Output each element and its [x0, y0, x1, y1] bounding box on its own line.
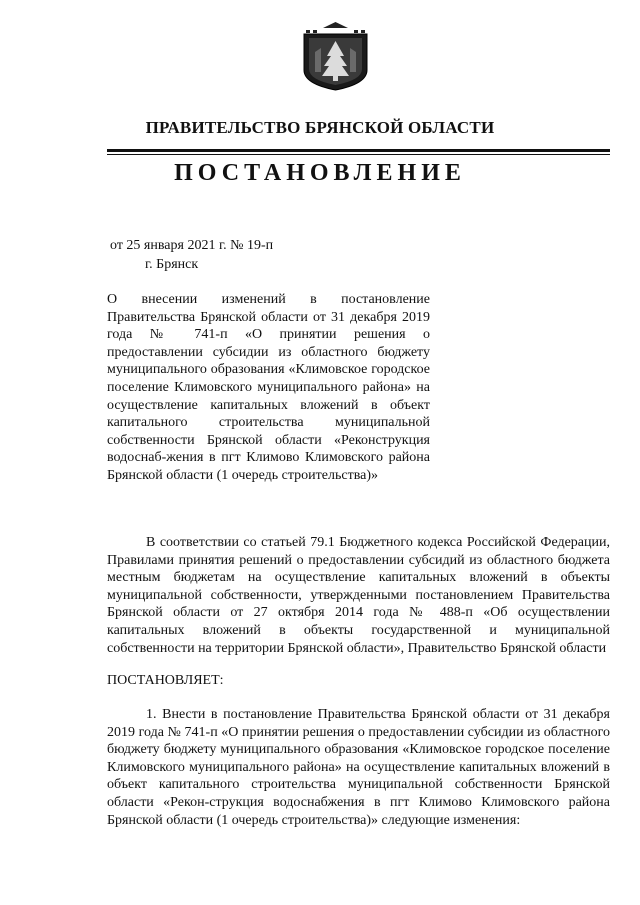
header-divider-thin: [107, 154, 610, 155]
decree-word: ПОСТАНОВЛЯЕТ:: [107, 673, 224, 688]
header-divider-thick: [107, 149, 610, 152]
document-type-title: ПОСТАНОВЛЕНИЕ: [174, 160, 466, 186]
coat-of-arms-icon: [301, 22, 370, 91]
organization-title: ПРАВИТЕЛЬСТВО БРЯНСКОЙ ОБЛАСТИ: [145, 118, 495, 137]
preamble-paragraph: В соответствии со статьей 79.1 Бюджетного кодекса Российской Федерации, Правилами принятия решений о предоставлении субсидий из областного бюджета местным бюджетам на осуществление капитальных вложений в объекты муниципальной собственности, утвержденными постановлением Правительства Брянской области от 27 октября 2014 года № 488-п «Об осуществлении капитальных вложений в объекты государственной и муниципальной собственности на территории Брянской области», Правительство Брянской области: [107, 535, 610, 656]
city: г. Брянск: [145, 257, 199, 272]
document-subject: О внесении изменений в постановление Правительства Брянской области от 31 декабря 2019 года № 741-п «О принятии решения о предоставлении субсидии из областного бюджету муниципального образования «Климовское городское поселение Климовского муниципального района» на осуществление капитальных вложений в объект капитального строительства муниципальной собственности Брянской области «Реконструкция водоснаб-жения в пгт Климово Климовского района Брянской области (1 очередь строительства)»: [107, 292, 430, 483]
clause-1-paragraph: 1. Внести в постановление Правительства Брянской области от 31 декабря 2019 года № 741-п «О принятии решения о предоставлении субсидии из областного бюджету бюджету муниципального образования «Климовское городское поселение Климовского муниципального района» на осуществление капитальных вложений в объект капитального строительства муниципальной собственности Брянской области «Рекон-струкция водоснабжения в пгт Климово Климовского района Брянской области (1 очередь строительства)» следующие изменения:: [107, 707, 610, 828]
date-number: от 25 января 2021 г. № 19-п: [110, 238, 274, 253]
